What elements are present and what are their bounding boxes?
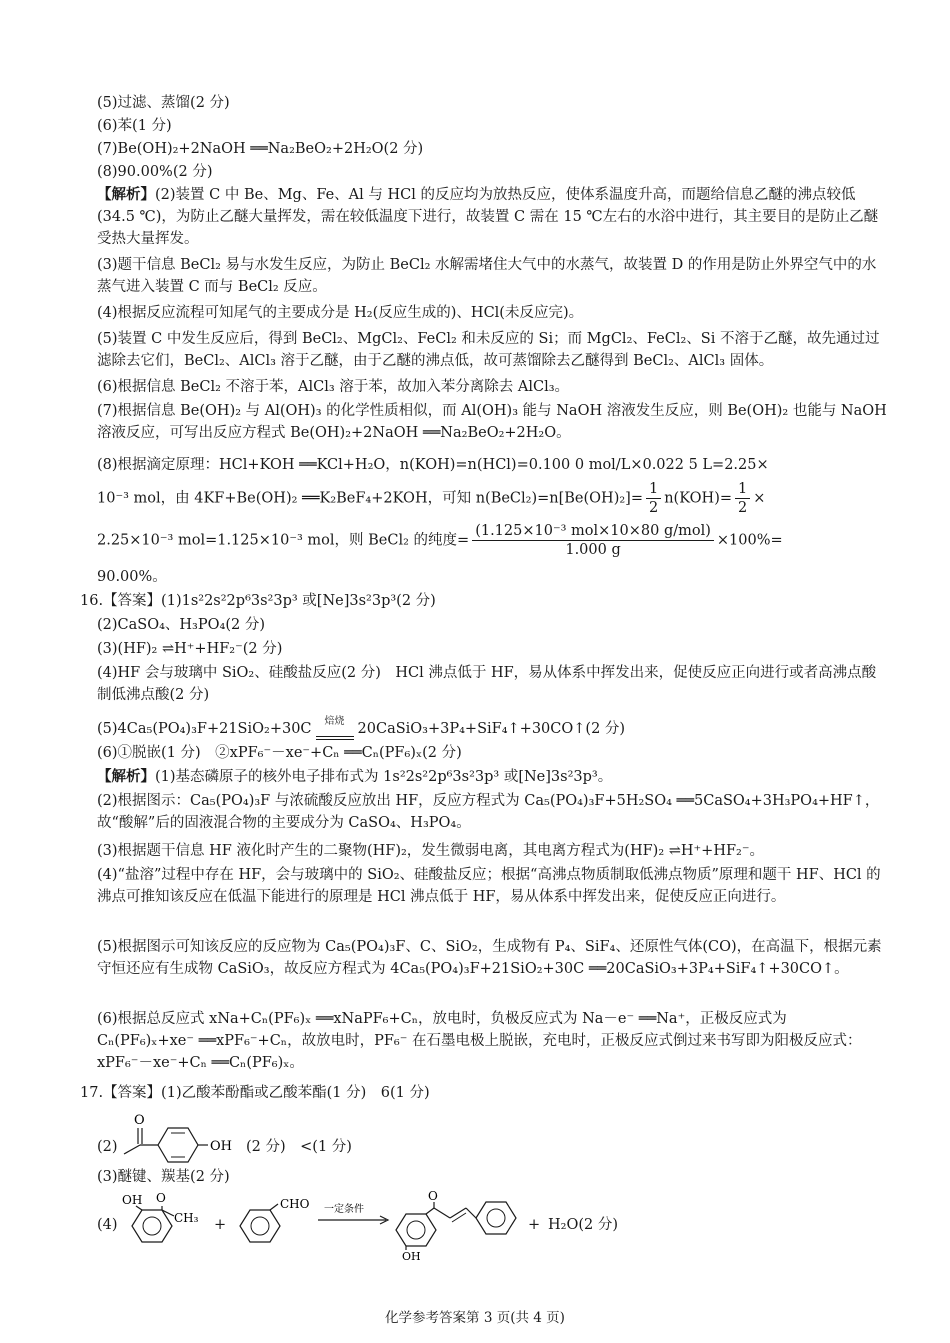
plus-sign-1: + [214,1217,227,1233]
answer-16-5: (5)4Ca₅(PO₄)₃F+21SiO₂+30C 焙烧 20CaSiO₃+3P₄+SiF₄↑+30CO↑(2 分) [97,718,625,740]
analysis-16-3: (3)根据题干信息 HF 液化时产生的二聚物(HF)₂，发生微弱电离，其电离方程式为(HF)₂ ⇌H⁺+HF₂⁻。 [97,843,765,859]
analysis-16-5: (5)根据图示可知该反应的反应物为 Ca₅(PO₄)₃F、C、SiO₂，生成物有 P₄、SiF₄、还原性气体(CO)，在高温下，根据元素守恒还应有生成物 CaSiO₃，故反应方程式为 4Ca₅(PO₄)₃F+21SiO₂+30C ══20CaSiO₃+3P₄+SiF₄↑+30CO↑。 [97,939,882,977]
answer-15-7: (7)Be(OH)₂+2NaOH ══Na₂BeO₂+2H₂O(2 分) [97,141,424,157]
analysis-16-4: (4)“盐溶”过程中存在 HF，会与玻璃中的 SiO₂、硅酸盐反应；根据“高沸点物质制取低沸点物质”原理和题干 HF、HCl 的沸点可推知该反应在低温下能进行的原理是 HCl 沸点低于 HF，易从体系中挥发出来，促使反应正向进行。 [97,867,881,905]
answer-17-4-label: (4) [97,1217,118,1233]
svg-text:CHO: CHO [280,1197,310,1211]
svg-text:一定条件: 一定条件 [324,1204,364,1215]
analysis-15-4: (4)根据反应流程可知尾气的主要成分是 H₂(反应生成的)、HCl(未反应完)。 [97,305,584,321]
svg-text:CH₃: CH₃ [174,1211,199,1225]
analysis-15-2: 【解析】(2)装置 C 中 Be、Mg、Fe、Al 与 HCl 的反应均为放热反应，使体系温度升高，而题给信息乙醚的沸点较低(34.5 ℃)，为防止乙醚大量挥发，需在较低温度下进行，故装置 C 需在 15 ℃左右的水浴中进行，其主要目的是防止乙醚受热大量挥发。 [97,186,879,247]
answer-16-3: (3)(HF)₂ ⇌H⁺+HF₂⁻(2 分) [97,641,283,657]
answer-16-2: (2)CaSO₄、H₃PO₄(2 分) [97,617,265,633]
analysis-15-8a: (8)根据滴定原理：HCl+KOH ══KCl+H₂O，n(KOH)=n(HCl)=0.100 0 mol/L×0.022 5 L=2.25× [97,457,769,473]
analysis-15-6: (6)根据信息 BeCl₂ 不溶于苯，AlCl₃ 溶于苯，故加入苯分离除去 AlCl₃。 [97,379,570,395]
analysis-15-8b: 10⁻³ mol，由 4KF+Be(OH)₂ ══K₂BeF₄+2KOH，可知 n(BeCl₂)=n[Be(OH)₂]= $\frac{1}{2}$ n(KOH)= $\frac{1}{2}$ × [97,481,766,516]
analysis-15-3: (3)题干信息 BeCl₂ 易与水发生反应，为防止 BeCl₂ 水解需堵住大气中的水蒸气，故装置 D 的作用是防止外界空气中的水蒸气进入装置 C 而与 BeCl₂ 反应。 [97,257,877,295]
answer-17-title: 17.【答案】(1)乙酸苯酚酯或乙酸苯酯(1 分) 6(1 分) [80,1085,430,1101]
analysis-15-8d: 90.00%。 [97,569,167,585]
acetophenol-structure [120,1108,240,1168]
answer-17-2-label: (2) [97,1139,118,1155]
page-footer: 化学参考答案第 3 页(共 4 页) [385,1310,565,1326]
answer-15-6: (6)苯(1 分) [97,118,172,134]
condition-arrow [316,1200,392,1230]
analysis-15-5: (5)装置 C 中发生反应后，得到 BeCl₂、MgCl₂、FeCl₂ 和未反应的 Si；而 MgCl₂、FeCl₂、Si 不溶于乙醚，故先通过过滤除去它们，BeCl₂、AlCl₃ 溶于乙醚，由于乙醚的沸点低，故可蒸馏除去乙醚得到 BeCl₂、AlCl₃ 固体。 [97,331,880,369]
svg-text:OH: OH [210,1139,232,1154]
answer-17-4-water: H₂O(2 分) [548,1217,618,1233]
chalcone-structure [392,1186,522,1262]
answer-15-5: (5)过滤、蒸馏(2 分) [97,95,230,111]
analysis-15-7: (7)根据信息 Be(OH)₂ 与 Al(OH)₃ 的化学性质相似，而 Al(OH)₃ 能与 NaOH 溶液发生反应，则 Be(OH)₂ 也能与 NaOH 溶液反应，可写出反应方程式 Be(OH)₂+2NaOH ══Na₂BeO₂+2H₂O。 [97,403,887,441]
analysis-15-8c: 2.25×10⁻³ mol=1.125×10⁻³ mol，则 BeCl₂ 的纯度= $\frac{\text{(1.125×10⁻³ mol×10×80 g/mol)}}{1.000 g}$ ×100%= [97,523,783,558]
benzaldehyde-structure [234,1192,314,1252]
fraction-purity: $\frac{\text{(1.125×10⁻³ mol×10×80 g/mol)}}{1.000 g}$ [472,522,714,559]
plus-sign-2: + [528,1217,541,1233]
answer-16-4: (4)HF 会与玻璃中 SiO₂、硅酸盐反应(2 分) HCl 沸点低于 HF，易从体系中挥发出来，促使反应正向进行或者高沸点酸制低沸点酸(2 分) [97,665,877,703]
svg-text:OH: OH [122,1193,143,1207]
analysis-16-1: 【解析】(1)基态磷原子的核外电子排布式为 1s²2s²2p⁶3s²3p³ 或[Ne]3s²3p³。 [97,768,613,785]
answer-15-8: (8)90.00%(2 分) [97,164,213,180]
svg-text:O: O [428,1189,438,1203]
fraction-half-2: $\frac{1}{2}$ [735,480,750,517]
reaction-arrow: 焙烧 [312,726,358,740]
answer-16-title: 16.【答案】(1)1s²2s²2p⁶3s²3p³ 或[Ne]3s²3p³(2 分) [80,593,436,609]
analysis-16-6: (6)根据总反应式 xNa+Cₙ(PF₆)ₓ ══xNaPF₆+Cₙ，放电时，负极反应式为 Na－e⁻ ══Na⁺，正极反应式为 Cₙ(PF₆)ₓ+xe⁻ ══xPF₆⁻+Cₙ，故放电时，PF₆⁻ 在石墨电极上脱嵌，充电时，正极反应式倒过来书写即为阳极反应式：xPF₆⁻－xe⁻+Cₙ ══Cₙ(PF₆)ₓ。 [97,1011,862,1071]
answer-17-3: (3)醚键、羰基(2 分) [97,1169,230,1185]
answer-16-6: (6)①脱嵌(1 分) ②xPF₆⁻－xe⁻+Cₙ ══Cₙ(PF₆)ₓ(2 分) [97,745,462,761]
analysis-tag: 【解析】 [97,186,155,203]
answer-17-2-score: (2 分) <(1 分) [246,1139,352,1155]
fraction-half: $\frac{1}{2}$ [646,480,661,517]
svg-text:O: O [156,1191,166,1205]
svg-text:O: O [134,1113,145,1128]
hydroxyacetophenone-structure [118,1188,208,1258]
svg-text:OH: OH [402,1250,421,1262]
analysis-16-2: (2)根据图示：Ca₅(PO₄)₃F 与浓硫酸反应放出 HF，反应方程式为 Ca₅(PO₄)₃F+5H₂SO₄ ══5CaSO₄+3H₃PO₄+HF↑，故“酸解”后的固液混合物的主要成分为 CaSO₄、H₃PO₄。 [97,793,880,831]
